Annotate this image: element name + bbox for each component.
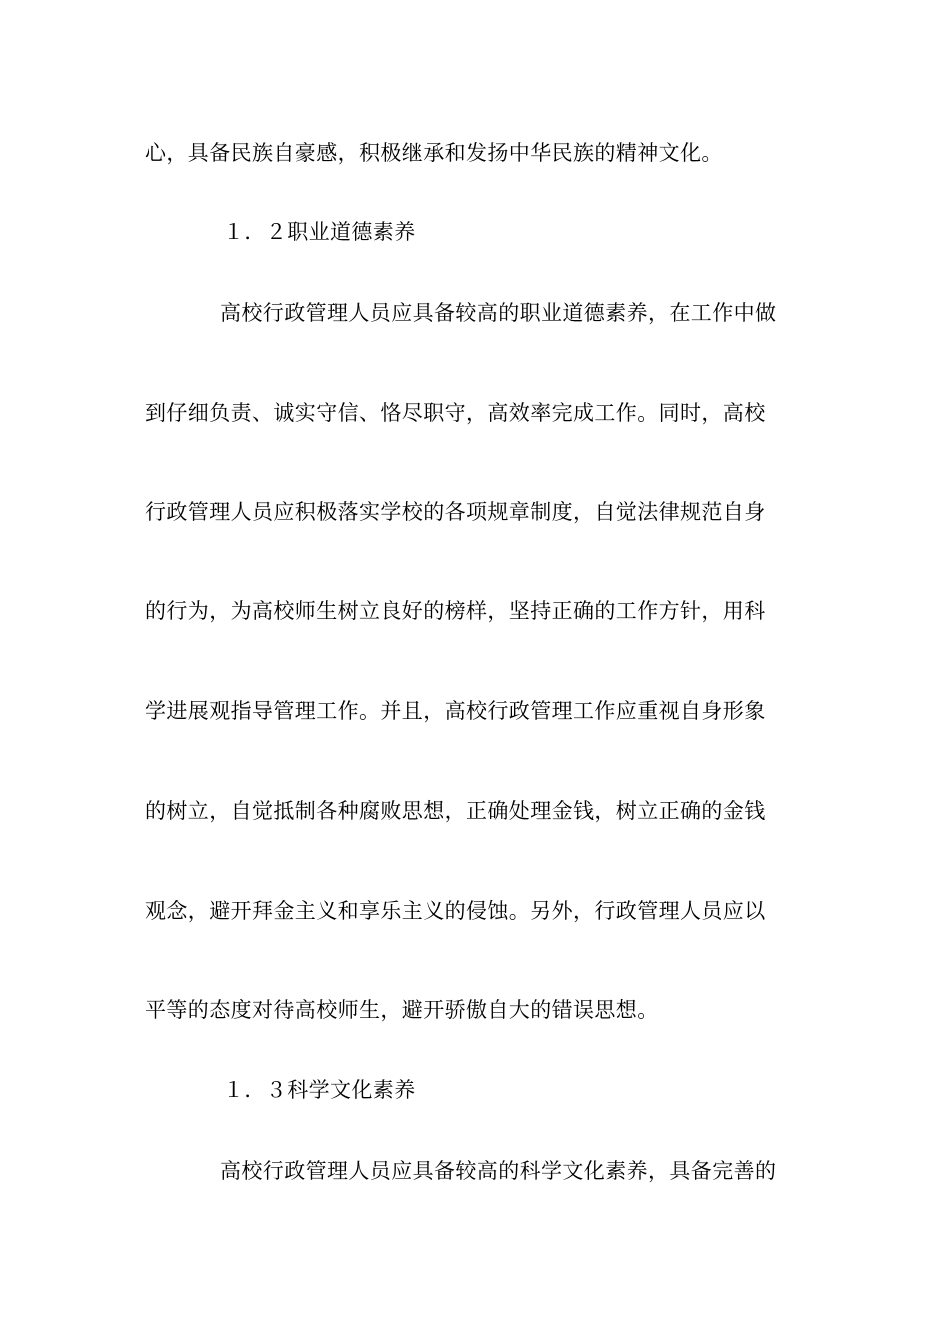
section-heading-1-3: １．３科学文化素养: [223, 1078, 416, 1102]
paragraph-line-8: 观念，避开拜金主义和享乐主义的侵蚀。另外，行政管理人员应以: [145, 899, 766, 923]
paragraph-line-2: 高校行政管理人员应具备较高的职业道德素养，在工作中做: [220, 301, 777, 325]
paragraph-line-10: 高校行政管理人员应具备较高的科学文化素养，具备完善的: [220, 1159, 777, 1183]
paragraph-line-4: 行政管理人员应积极落实学校的各项规章制度，自觉法律规范自身: [145, 500, 766, 524]
paragraph-line-5: 的行为，为高校师生树立良好的榜样，坚持正确的工作方针，用科: [145, 599, 766, 623]
paragraph-line-3: 到仔细负责、诚实守信、恪尽职守，高效率完成工作。同时，高校: [145, 401, 766, 425]
paragraph-line-1: 心，具备民族自豪感，积极继承和发扬中华民族的精神文化。: [145, 141, 723, 165]
paragraph-line-6: 学进展观指导管理工作。并且，高校行政管理工作应重视自身形象: [145, 699, 766, 723]
paragraph-line-7: 的树立，自觉抵制各种腐败思想，正确处理金钱，树立正确的金钱: [145, 799, 766, 823]
paragraph-line-9: 平等的态度对待高校师生，避开骄傲自大的错误思想。: [145, 998, 659, 1022]
section-heading-1-2: １．２职业道德素养: [223, 220, 416, 244]
